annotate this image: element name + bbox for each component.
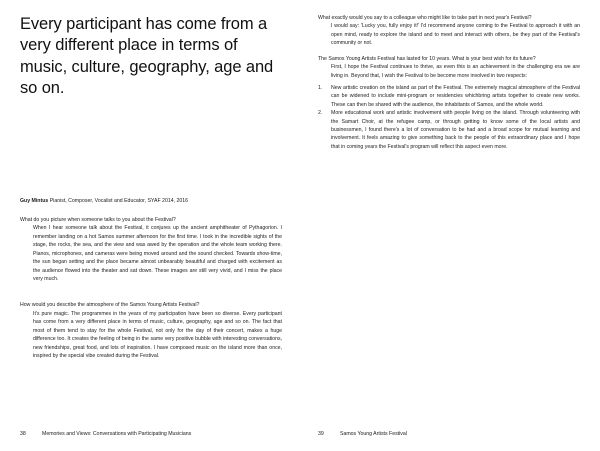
page-number: 38 (20, 431, 26, 437)
paragraph-spacer (20, 283, 282, 290)
list-item-number: 1. (318, 84, 323, 91)
list-item-text: New artistic creation on the island as part of the Festival. The extremely magical atmosphere of the Festival can be widened to include mini-program or residencies whichbring artists together to create new works. These can then be shared with the audience, the inhabitants of Samos, and the whole world. (331, 84, 580, 108)
running-head: Samos Young Artists Festival (340, 431, 407, 437)
answer-text: It's pure magic. The programmes in the years of my participation have been so diverse. Every participant has come from a very different place in terms of music, culture, geography, age and so on. The fact that most of them tend to stay for the whole Festival, not only for the day of their concert, makes a huge difference too. It creates the feeling of being in the same very positive bubble with interesting conversations, new friendships, great food, and lots of inspiration. I have composed music on the island more than once, inspired by the special vibe created during the Festival. (33, 310, 282, 359)
contributor-credit (20, 198, 282, 205)
contributor-role: Pianist, Composer, Vocalist and Educator, SYAF 2014, 2016 (49, 197, 189, 204)
question-text: How would you describe the atmosphere of the Samos Young Artists Festival? (20, 302, 200, 309)
list-item-number: 2. (318, 110, 323, 117)
footer-right (300, 431, 600, 437)
page-number: 39 (318, 431, 324, 437)
question-text: What exactly would you say to a colleague who might like to take part in next year's Festival? (318, 15, 532, 21)
contributor-name: Guy Mintus (20, 197, 49, 204)
paragraph-spacer (318, 48, 580, 55)
question-text: What do you picture when someone talks to you about the Festival? (20, 217, 176, 224)
right-page (300, 0, 600, 451)
interview-qa-1 (20, 216, 282, 283)
running-head: Memories and Views: Conversations with Participating Musicians (42, 431, 192, 437)
answer-text: When I hear someone talk about the Festival, it conjures up the ancient amphitheater of Pythagorion. I remember landing on a hot Samos summer afternoon for the first time. I took in the incredible sights of the stage, the rocks, the sea, and the view and was awed by the operation and the whole team working there. Pianos, microphones, and cameras were being moved around and the sound checked. Towards show-time, the sun began setting and the place became almost unbearably beautiful and charged with excitement as the audience flowed into the theater and sat down. These images are still very vivid, and I miss the place very much. (33, 225, 282, 282)
interview-qa-2 (20, 301, 282, 360)
list-item-text: More educational work and artistic involvement with people living on the island. Through volunteering with the Samart Choir, at the refugee camp, or through getting to know some of the local artists and businessmen, I found there's a lot of conversation to be had and a broad scope for mutual learning and involvement. It feels amazing to give something back to the people of this extraordinary place and I hope that in coming years the Festival's program will reflect this aspect even more. (331, 110, 580, 150)
question-text: The Samos Young Artists Festival has lasted for 10 years. What is your best wish for its future? (318, 55, 536, 62)
list-item (318, 109, 580, 151)
footer-left (0, 431, 300, 437)
list-item (318, 84, 580, 109)
pull-quote: Every participant has come from a very different place in terms of music, culture, geography, age and so on. (20, 15, 274, 98)
answer-text: I would say: 'Lucky you, fully enjoy it!' I'd recommend anyone coming to the Festival to approach it with an open mind, ready to explore the island and to meet and interact with others, be they part of the Festival's community or not. (331, 23, 580, 47)
answer-text: First, I hope the Festival continues to thrive, as even this is an achievement in the challenging era we are living in. Beyond that, I wish the Festival to be become more involved in two respects: (331, 64, 580, 79)
